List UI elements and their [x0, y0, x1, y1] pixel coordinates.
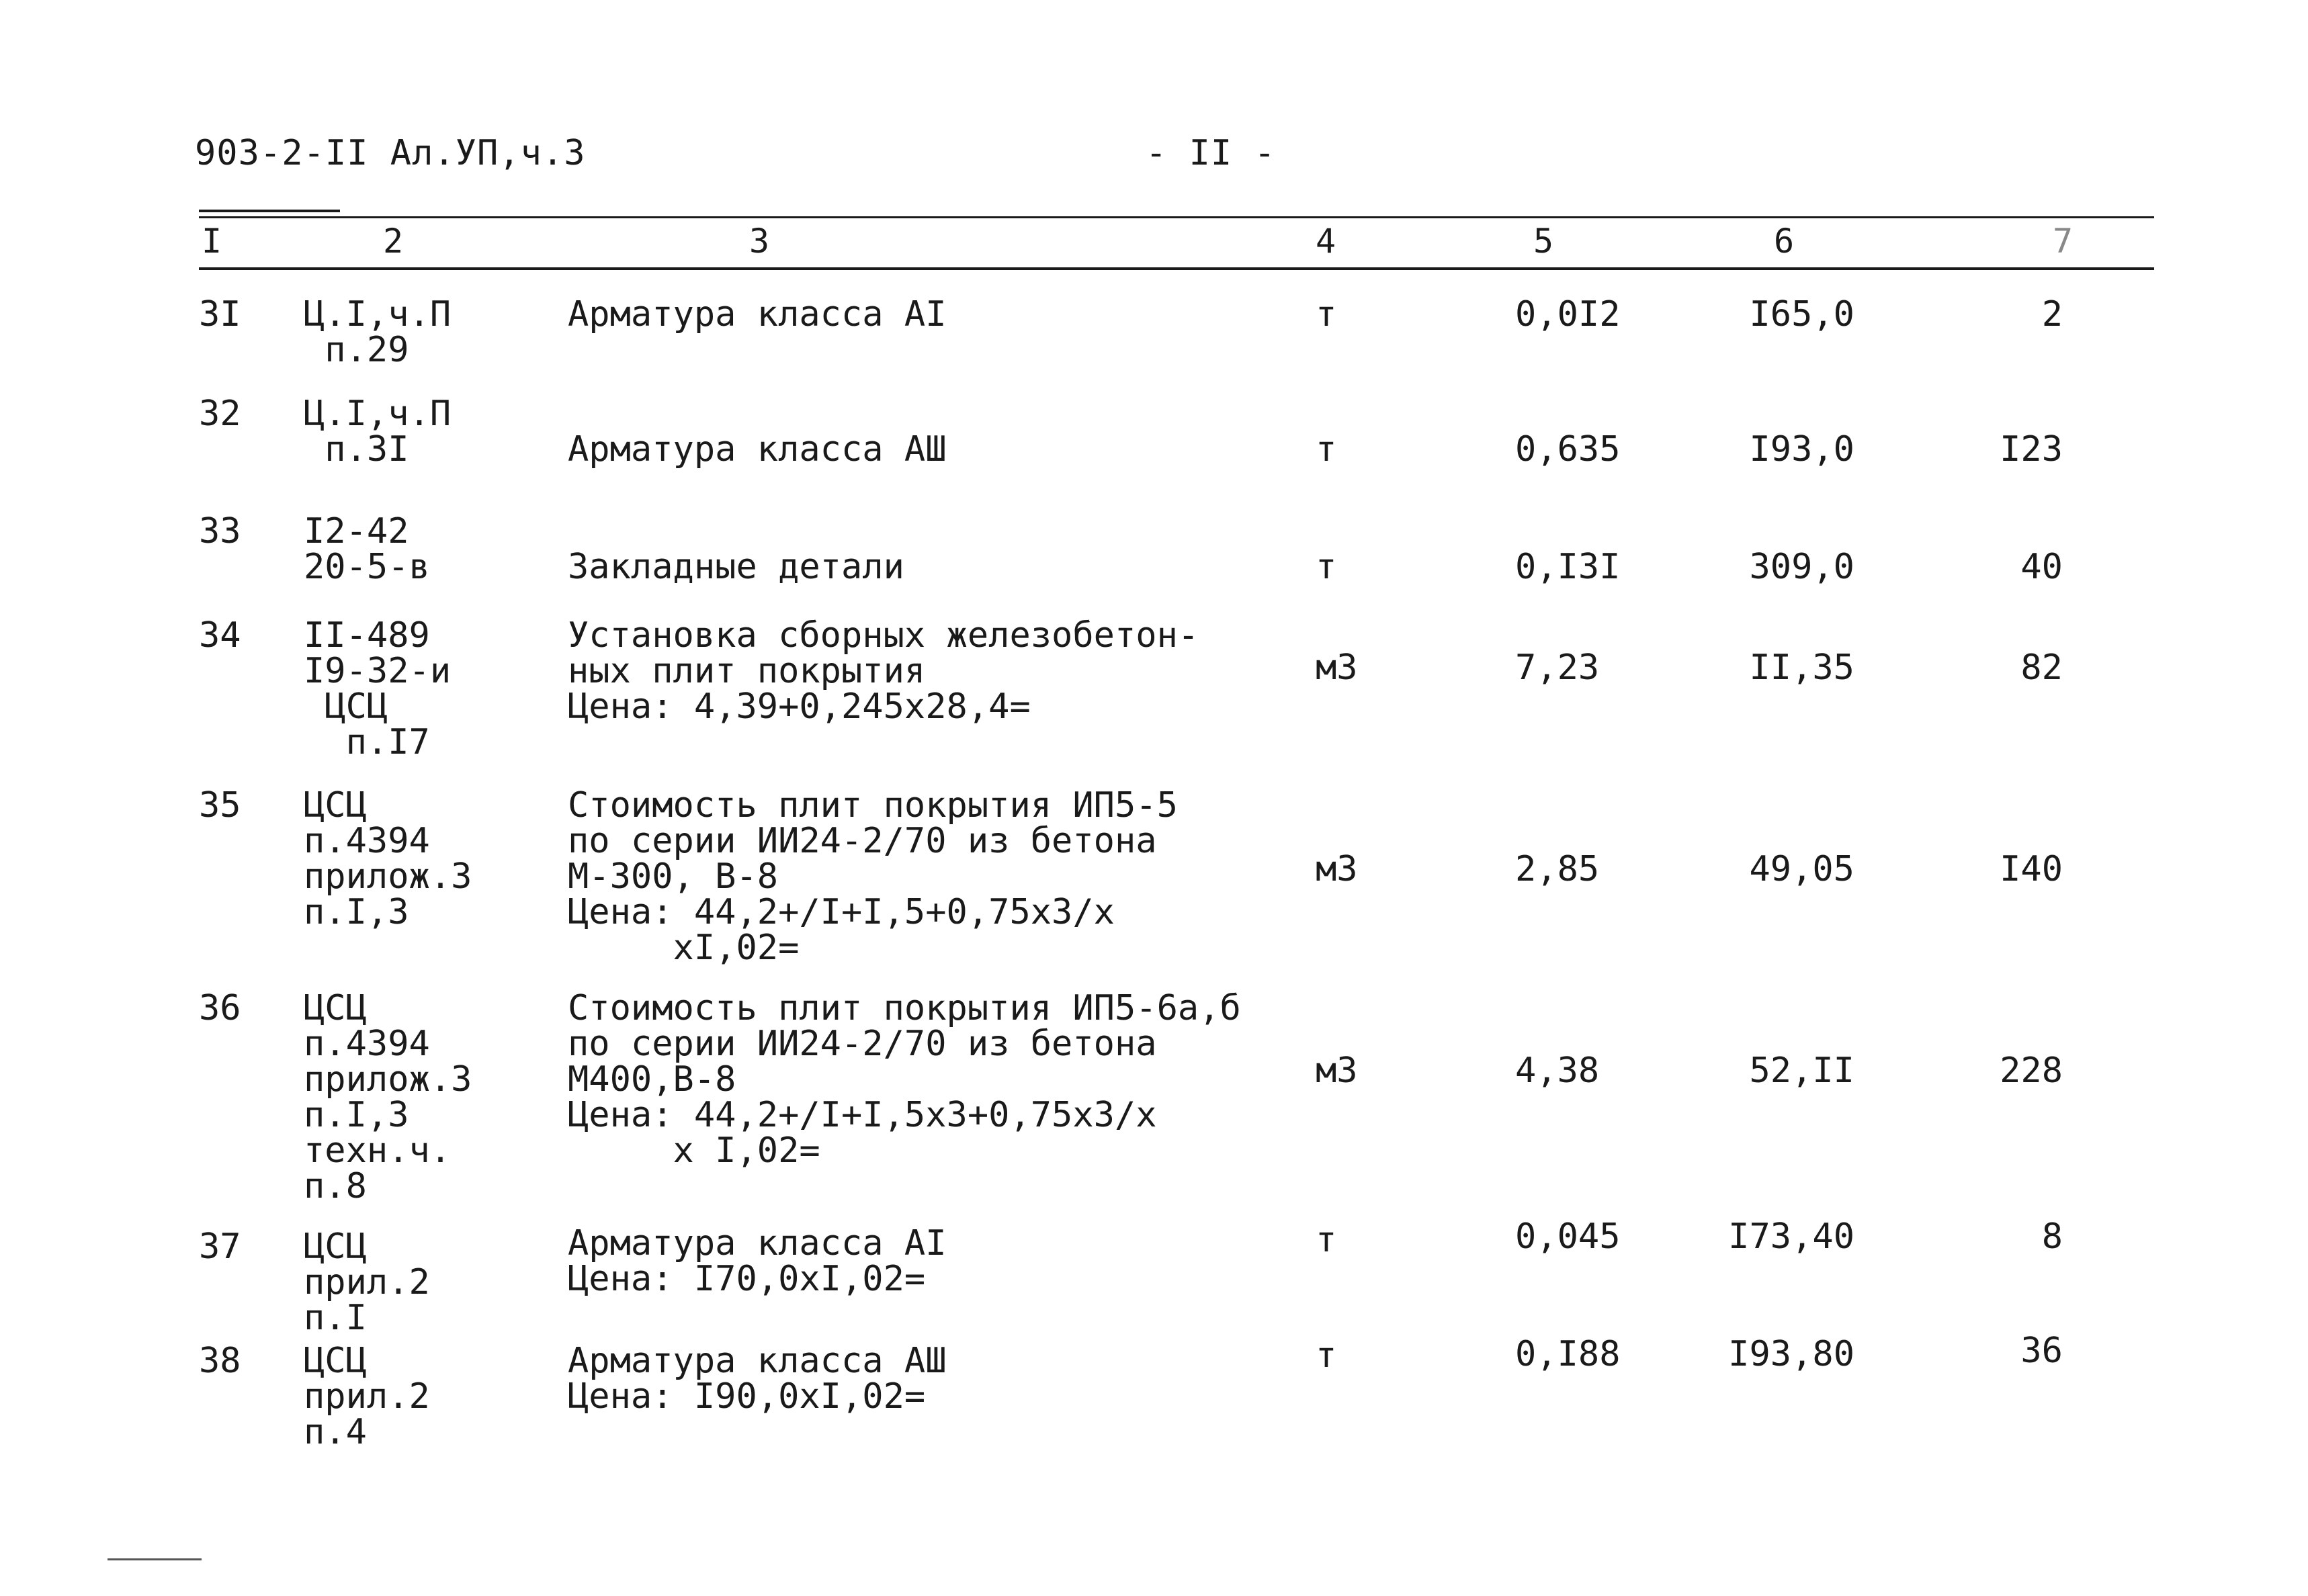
row-37-reference: ЦСЦ прил.2 п.I: [304, 1227, 430, 1338]
row-34-quantity: 7,23: [1515, 648, 1600, 688]
row-38-quantity: 0,I88: [1515, 1334, 1621, 1374]
header-rule-top: [199, 216, 2154, 218]
row-32-description: Арматура класса АШ: [568, 429, 947, 470]
row-32-price: I93,0: [1749, 429, 1854, 470]
row-37-total: 8: [2041, 1216, 2063, 1257]
row-33-number: 33: [199, 511, 241, 551]
column-header-7: 7: [2053, 222, 2074, 261]
row-37-number: 37: [199, 1227, 241, 1267]
column-header-3: 3: [749, 222, 770, 261]
row-31-price: I65,0: [1749, 294, 1854, 335]
row-37-quantity: 0,045: [1515, 1216, 1621, 1257]
row-34-number: 34: [199, 615, 241, 656]
row-33-price: 309,0: [1749, 547, 1854, 587]
row-36-price: 52,II: [1749, 1051, 1854, 1091]
row-35-reference: ЦСЦ п.4394 прилож.3 п.I,3: [304, 785, 472, 932]
row-36-description: Стоимость плит покрытия ИП5-6а,б по серии ИИ24-2/70 из бетона М400,В-8 Цена: 44,2+/I+I,5х3+0,75х3/х х I,02=: [568, 988, 1241, 1171]
row-31-description: Арматура класса AI: [568, 294, 947, 335]
row-33-quantity: 0,I3I: [1515, 547, 1621, 587]
row-33-description: Закладные детали: [568, 547, 904, 587]
column-header-1: I: [202, 222, 222, 261]
row-36-number: 36: [199, 988, 241, 1028]
row-37-price: I73,40: [1728, 1216, 1854, 1257]
row-35-total: I40: [2000, 849, 2063, 889]
row-31-total: 2: [2041, 294, 2063, 335]
row-36-reference: ЦСЦ п.4394 прилож.3 п.I,3 техн.ч. п.8: [304, 988, 472, 1206]
row-34-price: II,35: [1749, 648, 1854, 688]
row-38-number: 38: [199, 1341, 241, 1381]
row-38-total: 36: [2020, 1331, 2063, 1371]
footer-rule: [108, 1558, 202, 1560]
row-37-unit: т: [1316, 1220, 1337, 1260]
row-34-description: Установка сборных железобетон- ных плит покрытия Цена: 4,39+0,245х28,4=: [568, 615, 1199, 727]
row-31-number: 3I: [199, 294, 241, 335]
row-34-reference: II-489 I9-32-и ЦСЦ п.I7: [304, 615, 452, 762]
column-header-5: 5: [1533, 222, 1554, 261]
column-header-4: 4: [1316, 222, 1336, 261]
row-36-unit: м3: [1316, 1051, 1358, 1091]
row-32-total: I23: [2000, 429, 2063, 470]
column-header-6: 6: [1774, 222, 1795, 261]
row-36-quantity: 4,38: [1515, 1051, 1600, 1091]
row-34-total: 82: [2020, 648, 2063, 688]
row-32-unit: т: [1316, 429, 1337, 470]
header-rule-bottom: [199, 267, 2154, 270]
row-33-unit: т: [1316, 547, 1337, 587]
row-31-quantity: 0,0I2: [1515, 294, 1621, 335]
row-33-total: 40: [2020, 547, 2063, 587]
page-number: - II -: [1146, 133, 1276, 173]
header-rule-short: [199, 210, 340, 212]
row-35-quantity: 2,85: [1515, 849, 1600, 889]
row-32-reference: Ц.I,ч.П п.3I: [304, 394, 452, 470]
row-35-number: 35: [199, 785, 241, 826]
row-33-reference: I2-42 20-5-в: [304, 511, 430, 587]
row-32-number: 32: [199, 394, 241, 434]
row-36-total: 228: [2000, 1051, 2063, 1091]
document-code: 903-2-II Ал.УП,ч.3: [195, 133, 586, 173]
row-38-unit: т: [1316, 1335, 1337, 1376]
row-38-reference: ЦСЦ прил.2 п.4: [304, 1341, 430, 1452]
row-35-price: 49,05: [1749, 849, 1854, 889]
row-38-price: I93,80: [1728, 1334, 1854, 1374]
row-38-description: Арматура класса АШ Цена: I90,0хI,02=: [568, 1341, 947, 1417]
row-31-reference: Ц.I,ч.П п.29: [304, 294, 452, 370]
row-35-unit: м3: [1316, 849, 1358, 889]
row-32-quantity: 0,635: [1515, 429, 1621, 470]
column-header-2: 2: [383, 222, 404, 261]
row-31-unit: т: [1316, 294, 1337, 335]
row-34-unit: м3: [1316, 648, 1358, 688]
row-35-description: Стоимость плит покрытия ИП5-5 по серии ИИ24-2/70 из бетона М-300, В-8 Цена: 44,2+/I+I,5+0,75х3/х хI,02=: [568, 785, 1178, 968]
row-37-description: Арматура класса AI Цена: I70,0хI,02=: [568, 1223, 947, 1299]
